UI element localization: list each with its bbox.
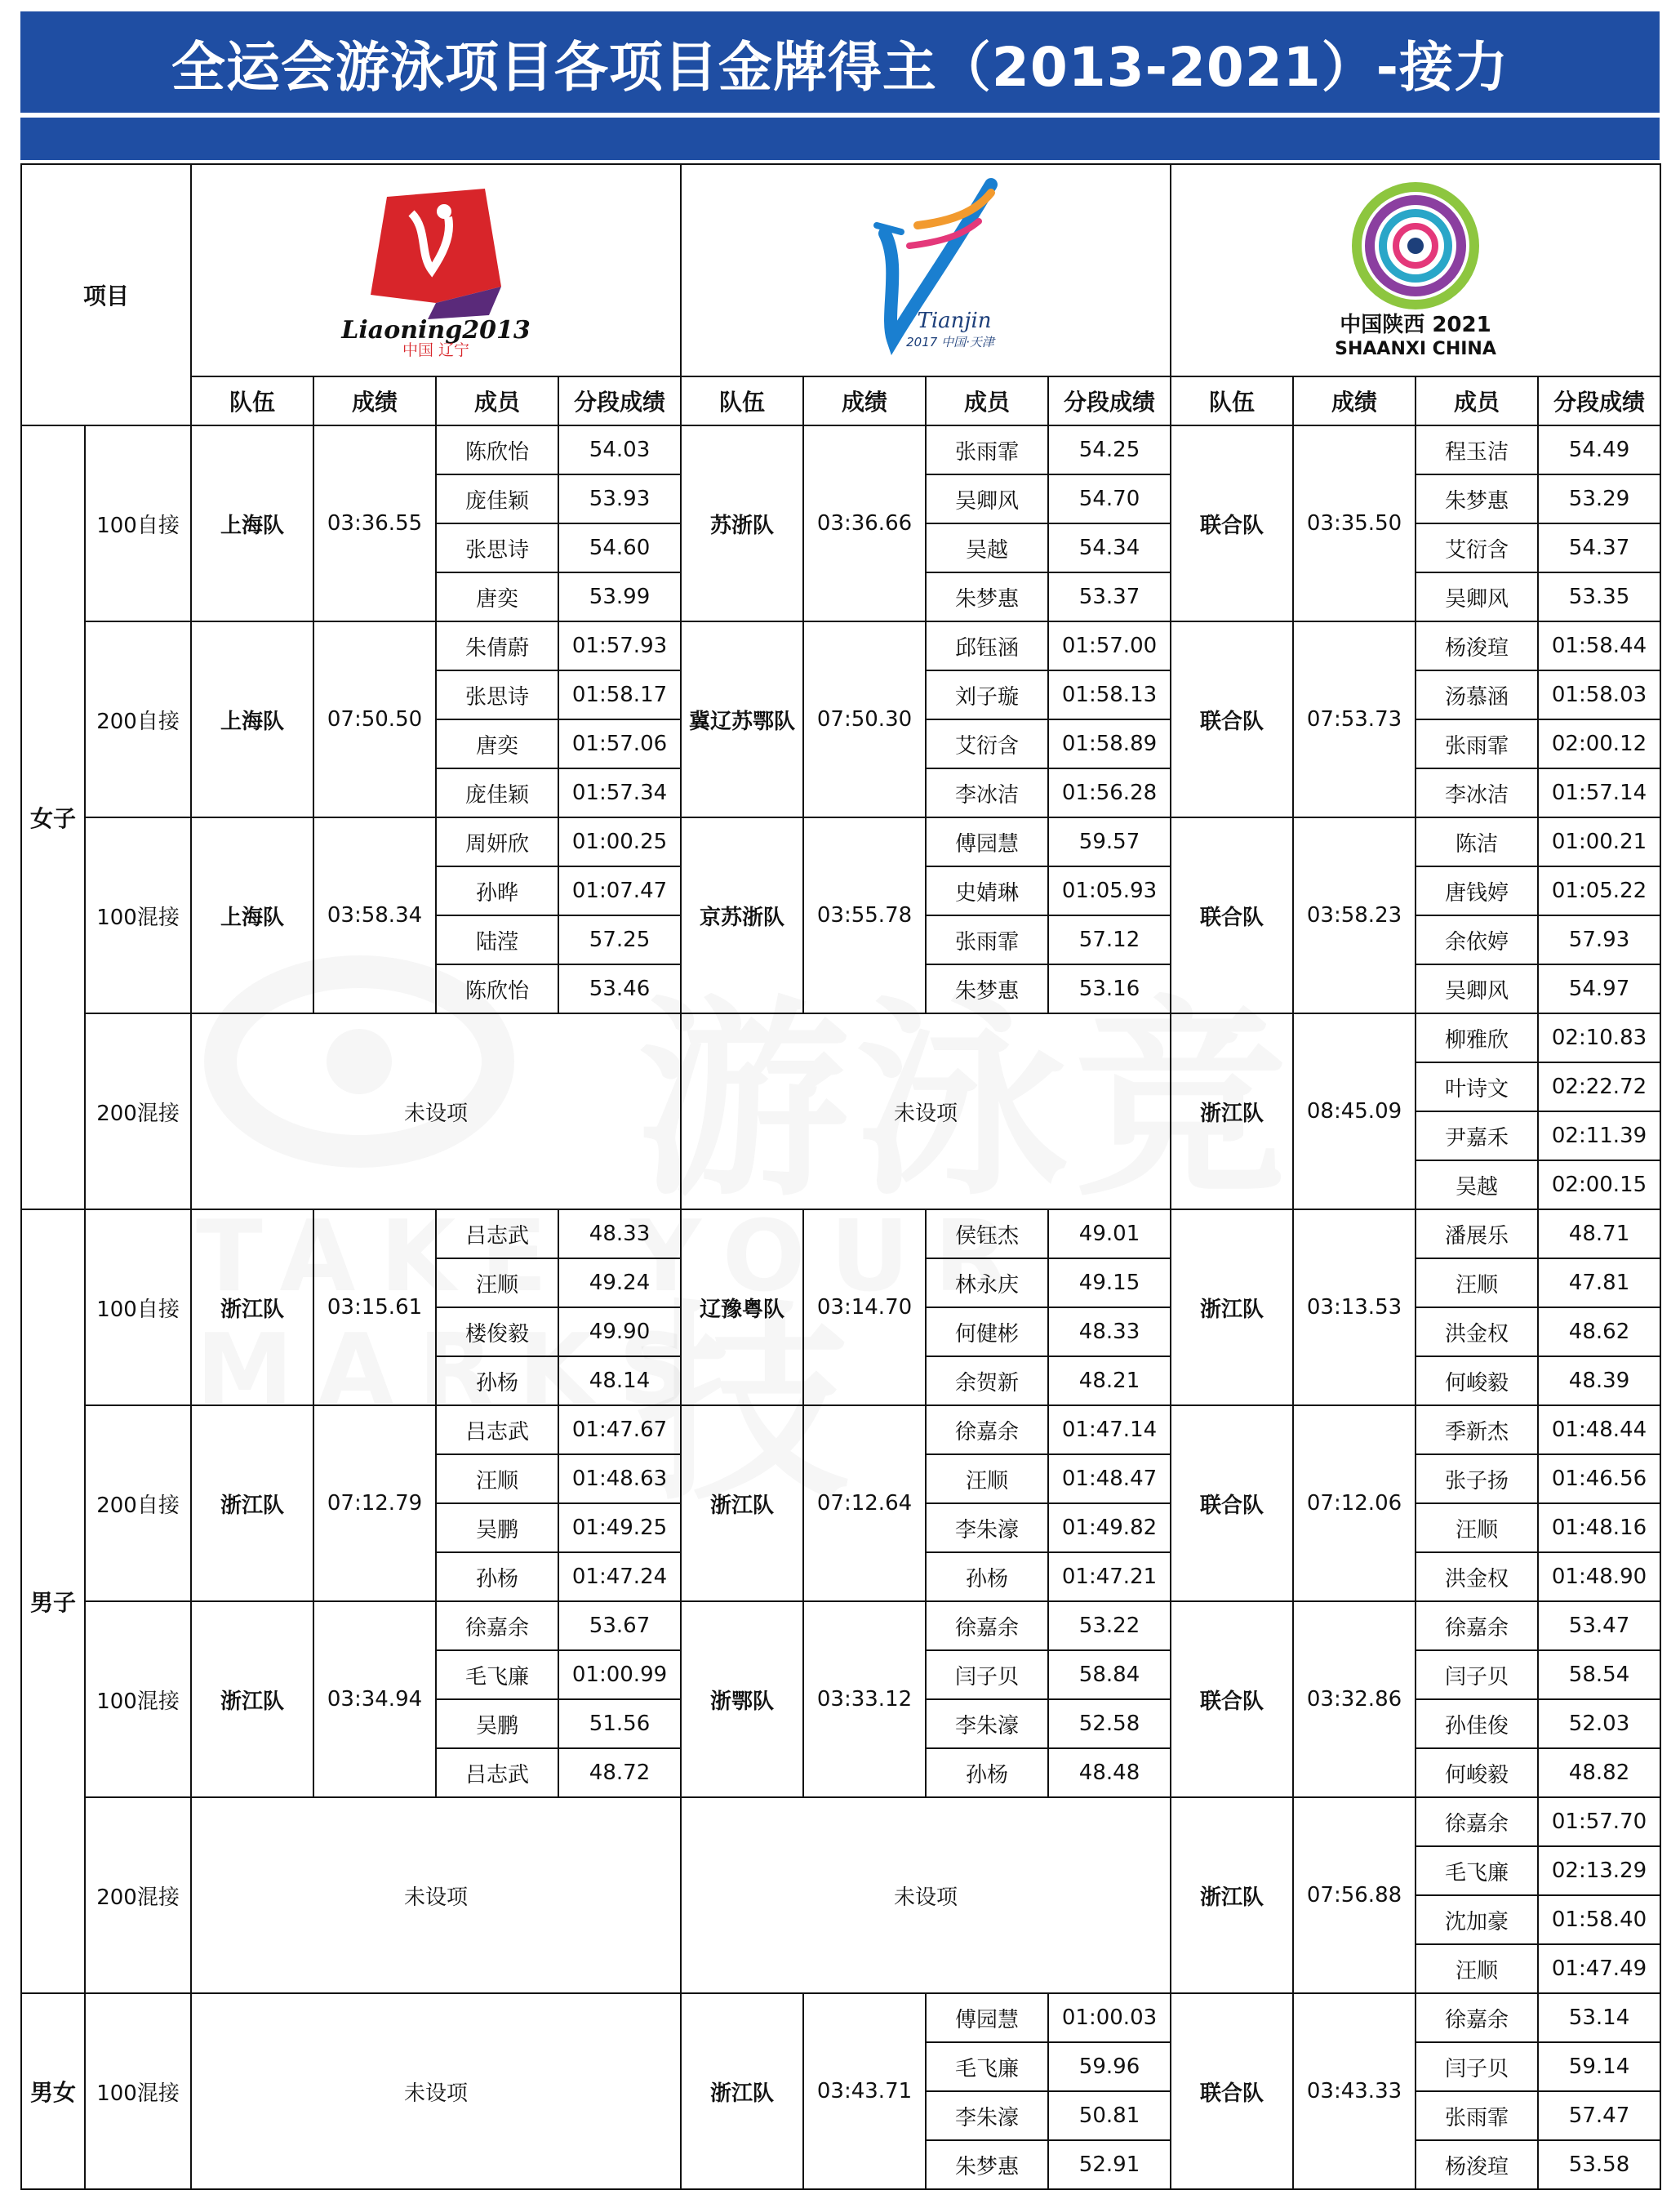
team-name: 联合队 (1171, 425, 1293, 621)
event-name: 100混接 (85, 1993, 191, 2189)
member-name: 余依婷 (1416, 915, 1538, 964)
relay-time: 03:36.55 (313, 425, 436, 621)
not-held-cell: 未设项 (191, 1993, 681, 2189)
member-name: 洪金权 (1416, 1552, 1538, 1601)
split-time: 59.57 (1048, 817, 1171, 866)
relay-time: 07:12.79 (313, 1405, 436, 1601)
member-name: 杨浚瑄 (1416, 621, 1538, 670)
member-name: 艾衍含 (1416, 523, 1538, 572)
split-time: 01:48.44 (1538, 1405, 1660, 1454)
team-name: 浙江队 (1171, 1013, 1293, 1209)
col-member-2017: 成员 (926, 376, 1048, 425)
liaoning-2013-logo-icon (338, 180, 534, 360)
relay-time: 03:55.78 (803, 817, 926, 1013)
split-time: 01:58.89 (1048, 719, 1171, 768)
member-name: 张雨霏 (1416, 2091, 1538, 2140)
svg-text:Liaoning2013: Liaoning2013 (341, 316, 531, 345)
member-name: 吕志武 (436, 1209, 558, 1258)
member-name: 孙晔 (436, 866, 558, 915)
col-split-2017: 分段成绩 (1048, 376, 1171, 425)
split-time: 53.58 (1538, 2140, 1660, 2189)
member-name: 史婧琳 (926, 866, 1048, 915)
member-name: 陈欣怡 (436, 964, 558, 1013)
team-name: 冀辽苏鄂队 (681, 621, 803, 817)
member-name: 徐嘉余 (436, 1601, 558, 1650)
split-time: 49.90 (558, 1307, 681, 1356)
team-name: 上海队 (191, 425, 313, 621)
gender-label-women: 女子 (21, 425, 85, 1209)
split-time: 01:56.28 (1048, 768, 1171, 817)
member-name: 李朱濠 (926, 1503, 1048, 1552)
member-name: 孙杨 (436, 1356, 558, 1405)
member-name: 张雨霏 (1416, 719, 1538, 768)
table-row (21, 1601, 1660, 1650)
member-name: 周妍欣 (436, 817, 558, 866)
member-name: 柳雅欣 (1416, 1013, 1538, 1062)
split-time: 01:58.13 (1048, 670, 1171, 719)
member-name: 孙佳俊 (1416, 1699, 1538, 1748)
table-row (21, 1993, 1660, 2042)
split-time: 53.46 (558, 964, 681, 1013)
split-time: 01:47.49 (1538, 1944, 1660, 1993)
split-time: 01:58.17 (558, 670, 681, 719)
title-banner (20, 11, 1660, 113)
split-time: 48.33 (558, 1209, 681, 1258)
split-time: 01:47.24 (558, 1552, 681, 1601)
split-time: 48.62 (1538, 1307, 1660, 1356)
not-held-cell: 未设项 (681, 1797, 1171, 1993)
member-name: 余贺新 (926, 1356, 1048, 1405)
member-name: 陈洁 (1416, 817, 1538, 866)
split-time: 01:47.14 (1048, 1405, 1171, 1454)
split-time: 53.37 (1048, 572, 1171, 621)
split-time: 53.14 (1538, 1993, 1660, 2042)
split-time: 49.15 (1048, 1258, 1171, 1307)
table-row (21, 1797, 1660, 1846)
member-name: 徐嘉余 (1416, 1601, 1538, 1650)
col-time-2013: 成绩 (313, 376, 436, 425)
col-member-2013: 成员 (436, 376, 558, 425)
member-name: 楼俊毅 (436, 1307, 558, 1356)
split-time: 48.21 (1048, 1356, 1171, 1405)
event-name: 200自接 (85, 621, 191, 817)
member-name: 汪顺 (436, 1454, 558, 1503)
member-name: 徐嘉余 (926, 1601, 1048, 1650)
member-name: 吴越 (926, 523, 1048, 572)
split-time: 53.16 (1048, 964, 1171, 1013)
split-time: 53.67 (558, 1601, 681, 1650)
table-body (21, 425, 1660, 2189)
relay-time: 03:15.61 (313, 1209, 436, 1405)
team-name: 联合队 (1171, 1993, 1293, 2189)
member-name: 叶诗文 (1416, 1062, 1538, 1111)
member-name: 李朱濠 (926, 1699, 1048, 1748)
member-name: 闫子贝 (1416, 1650, 1538, 1699)
relay-time: 03:35.50 (1293, 425, 1416, 621)
member-name: 沈加豪 (1416, 1895, 1538, 1944)
team-name: 浙鄂队 (681, 1601, 803, 1797)
svg-text:Tianjin: Tianjin (917, 309, 992, 333)
member-name: 吴卿风 (926, 474, 1048, 523)
team-name: 联合队 (1171, 621, 1293, 817)
split-time: 01:57.93 (558, 621, 681, 670)
shaanxi-2021-logo-icon (1309, 176, 1522, 364)
split-time: 54.60 (558, 523, 681, 572)
svg-text:中国陕西 2021: 中国陕西 2021 (1340, 313, 1491, 337)
member-name: 唐奕 (436, 572, 558, 621)
split-time: 01:57.34 (558, 768, 681, 817)
relay-time: 03:58.34 (313, 817, 436, 1013)
member-name: 刘子璇 (926, 670, 1048, 719)
member-name: 侯钰杰 (926, 1209, 1048, 1258)
not-held-cell: 未设项 (191, 1797, 681, 1993)
not-held-cell: 未设项 (191, 1013, 681, 1209)
gender-label-mixed: 男女 (21, 1993, 85, 2189)
title-sub-bar (20, 118, 1660, 160)
relay-time: 08:45.09 (1293, 1013, 1416, 1209)
member-name: 徐嘉余 (1416, 1797, 1538, 1846)
col-team-2021: 队伍 (1171, 376, 1293, 425)
split-time: 01:57.06 (558, 719, 681, 768)
tianjin-2017-logo-icon (828, 176, 1024, 364)
member-name: 庞佳颖 (436, 768, 558, 817)
table-row (21, 1013, 1660, 1062)
split-time: 50.81 (1048, 2091, 1171, 2140)
relay-time: 07:56.88 (1293, 1797, 1416, 1993)
col-member-2021: 成员 (1416, 376, 1538, 425)
split-time: 48.33 (1048, 1307, 1171, 1356)
member-name: 林永庆 (926, 1258, 1048, 1307)
split-time: 52.58 (1048, 1699, 1171, 1748)
split-time: 01:00.25 (558, 817, 681, 866)
split-time: 01:47.67 (558, 1405, 681, 1454)
split-time: 53.93 (558, 474, 681, 523)
member-name: 朱倩蔚 (436, 621, 558, 670)
team-name: 上海队 (191, 621, 313, 817)
member-name: 唐钱婷 (1416, 866, 1538, 915)
split-time: 01:48.63 (558, 1454, 681, 1503)
split-time: 02:11.39 (1538, 1111, 1660, 1160)
team-name: 联合队 (1171, 1601, 1293, 1797)
member-name: 张思诗 (436, 670, 558, 719)
split-time: 47.81 (1538, 1258, 1660, 1307)
split-time: 01:57.00 (1048, 621, 1171, 670)
split-time: 01:58.44 (1538, 621, 1660, 670)
split-time: 57.93 (1538, 915, 1660, 964)
relay-time: 03:13.53 (1293, 1209, 1416, 1405)
member-name: 何峻毅 (1416, 1356, 1538, 1405)
event-name: 100混接 (85, 817, 191, 1013)
member-name: 汪顺 (1416, 1258, 1538, 1307)
split-time: 01:00.21 (1538, 817, 1660, 866)
member-name: 汪顺 (436, 1258, 558, 1307)
relay-time: 07:50.50 (313, 621, 436, 817)
member-name: 吴卿风 (1416, 964, 1538, 1013)
page-title: 全运会游泳项目各项目金牌得主（2013-2021）-接力 (171, 35, 1509, 99)
team-name: 苏浙队 (681, 425, 803, 621)
member-name: 唐奕 (436, 719, 558, 768)
member-name: 傅园慧 (926, 817, 1048, 866)
member-name: 汤慕涵 (1416, 670, 1538, 719)
split-time: 52.91 (1048, 2140, 1171, 2189)
team-name: 浙江队 (1171, 1209, 1293, 1405)
relay-time: 03:43.71 (803, 1993, 926, 2189)
split-time: 01:05.22 (1538, 866, 1660, 915)
split-time: 48.39 (1538, 1356, 1660, 1405)
team-name: 联合队 (1171, 1405, 1293, 1601)
games-2021-logo-cell (1171, 164, 1660, 376)
relay-time: 07:12.06 (1293, 1405, 1416, 1601)
member-name: 孙杨 (926, 1748, 1048, 1797)
table-row (21, 817, 1660, 866)
games-2013-logo-cell (191, 164, 681, 376)
member-name: 徐嘉余 (1416, 1993, 1538, 2042)
split-time: 54.25 (1048, 425, 1171, 474)
results-table (20, 163, 1661, 2190)
split-time: 48.48 (1048, 1748, 1171, 1797)
col-split-2021: 分段成绩 (1538, 376, 1660, 425)
split-time: 53.29 (1538, 474, 1660, 523)
member-name: 闫子贝 (926, 1650, 1048, 1699)
svg-text:SHAANXI CHINA: SHAANXI CHINA (1335, 339, 1496, 359)
col-team-2017: 队伍 (681, 376, 803, 425)
member-name: 朱梦惠 (1416, 474, 1538, 523)
relay-time: 07:50.30 (803, 621, 926, 817)
split-time: 02:13.29 (1538, 1846, 1660, 1895)
split-time: 48.82 (1538, 1748, 1660, 1797)
member-name: 闫子贝 (1416, 2042, 1538, 2091)
table-row (21, 1405, 1660, 1454)
member-name: 张雨霏 (926, 425, 1048, 474)
event-name: 200自接 (85, 1405, 191, 1601)
member-name: 何健彬 (926, 1307, 1048, 1356)
member-name: 孙杨 (436, 1552, 558, 1601)
member-name: 徐嘉余 (926, 1405, 1048, 1454)
split-time: 52.03 (1538, 1699, 1660, 1748)
split-time: 51.56 (558, 1699, 681, 1748)
col-team-2013: 队伍 (191, 376, 313, 425)
member-name: 潘展乐 (1416, 1209, 1538, 1258)
member-name: 汪顺 (1416, 1503, 1538, 1552)
member-name: 朱梦惠 (926, 572, 1048, 621)
member-name: 季新杰 (1416, 1405, 1538, 1454)
split-time: 01:49.82 (1048, 1503, 1171, 1552)
table-row (21, 621, 1660, 670)
member-name: 杨浚瑄 (1416, 2140, 1538, 2189)
member-name: 李冰洁 (1416, 768, 1538, 817)
split-time: 53.35 (1538, 572, 1660, 621)
table-row (21, 425, 1660, 474)
team-name: 浙江队 (191, 1209, 313, 1405)
member-name: 张子扬 (1416, 1454, 1538, 1503)
split-time: 59.14 (1538, 2042, 1660, 2091)
col-split-2013: 分段成绩 (558, 376, 681, 425)
relay-time: 03:32.86 (1293, 1601, 1416, 1797)
relay-time: 03:43.33 (1293, 1993, 1416, 2189)
team-name: 上海队 (191, 817, 313, 1013)
member-name: 何峻毅 (1416, 1748, 1538, 1797)
split-time: 01:48.47 (1048, 1454, 1171, 1503)
col-time-2017: 成绩 (803, 376, 926, 425)
split-time: 01:47.21 (1048, 1552, 1171, 1601)
member-name: 朱梦惠 (926, 2140, 1048, 2189)
not-held-cell: 未设项 (681, 1013, 1171, 1209)
split-time: 54.37 (1538, 523, 1660, 572)
split-time: 48.71 (1538, 1209, 1660, 1258)
member-name: 毛飞廉 (926, 2042, 1048, 2091)
team-name: 浙江队 (681, 1993, 803, 2189)
split-time: 02:00.12 (1538, 719, 1660, 768)
split-time: 57.25 (558, 915, 681, 964)
split-time: 54.97 (1538, 964, 1660, 1013)
split-time: 49.24 (558, 1258, 681, 1307)
split-time: 01:00.99 (558, 1650, 681, 1699)
member-name: 洪金权 (1416, 1307, 1538, 1356)
split-time: 01:48.16 (1538, 1503, 1660, 1552)
split-time: 02:00.15 (1538, 1160, 1660, 1209)
member-name: 吴鹏 (436, 1699, 558, 1748)
event-name: 100自接 (85, 1209, 191, 1405)
member-name: 毛飞廉 (436, 1650, 558, 1699)
team-name: 浙江队 (681, 1405, 803, 1601)
member-name: 傅园慧 (926, 1993, 1048, 2042)
svg-text:2017 中国·天津: 2017 中国·天津 (906, 335, 994, 349)
split-time: 57.47 (1538, 2091, 1660, 2140)
member-name: 陈欣怡 (436, 425, 558, 474)
event-name: 200混接 (85, 1797, 191, 1993)
member-name: 艾衍含 (926, 719, 1048, 768)
member-name: 李冰洁 (926, 768, 1048, 817)
team-name: 浙江队 (191, 1601, 313, 1797)
relay-time: 03:58.23 (1293, 817, 1416, 1013)
split-time: 59.96 (1048, 2042, 1171, 2091)
split-time: 01:58.03 (1538, 670, 1660, 719)
relay-time: 03:34.94 (313, 1601, 436, 1797)
member-name: 张思诗 (436, 523, 558, 572)
logo-row (21, 164, 1660, 376)
team-name: 浙江队 (191, 1405, 313, 1601)
member-name: 吴越 (1416, 1160, 1538, 1209)
member-name: 汪顺 (1416, 1944, 1538, 1993)
relay-time: 03:14.70 (803, 1209, 926, 1405)
member-name: 陆滢 (436, 915, 558, 964)
split-time: 01:05.93 (1048, 866, 1171, 915)
col-time-2021: 成绩 (1293, 376, 1416, 425)
split-time: 54.03 (558, 425, 681, 474)
member-name: 毛飞廉 (1416, 1846, 1538, 1895)
split-time: 01:00.03 (1048, 1993, 1171, 2042)
member-name: 尹嘉禾 (1416, 1111, 1538, 1160)
member-name: 程玉洁 (1416, 425, 1538, 474)
split-time: 01:57.70 (1538, 1797, 1660, 1846)
split-time: 53.22 (1048, 1601, 1171, 1650)
gender-label-men: 男子 (21, 1209, 85, 1993)
split-time: 54.49 (1538, 425, 1660, 474)
column-header-row (21, 376, 1660, 425)
member-name: 吴卿风 (1416, 572, 1538, 621)
member-name: 吕志武 (436, 1748, 558, 1797)
split-time: 49.01 (1048, 1209, 1171, 1258)
relay-time: 03:33.12 (803, 1601, 926, 1797)
member-name: 吕志武 (436, 1405, 558, 1454)
member-name: 孙杨 (926, 1552, 1048, 1601)
event-name: 100混接 (85, 1601, 191, 1797)
split-time: 48.72 (558, 1748, 681, 1797)
member-name: 朱梦惠 (926, 964, 1048, 1013)
member-name: 庞佳颖 (436, 474, 558, 523)
split-time: 01:58.40 (1538, 1895, 1660, 1944)
split-time: 01:48.90 (1538, 1552, 1660, 1601)
event-name: 200混接 (85, 1013, 191, 1209)
split-time: 57.12 (1048, 915, 1171, 964)
relay-time: 03:36.66 (803, 425, 926, 621)
member-name: 张雨霏 (926, 915, 1048, 964)
member-name: 汪顺 (926, 1454, 1048, 1503)
split-time: 01:57.14 (1538, 768, 1660, 817)
split-time: 54.70 (1048, 474, 1171, 523)
split-time: 01:46.56 (1538, 1454, 1660, 1503)
split-time: 01:49.25 (558, 1503, 681, 1552)
split-time: 58.54 (1538, 1650, 1660, 1699)
team-name: 辽豫粤队 (681, 1209, 803, 1405)
relay-time: 07:53.73 (1293, 621, 1416, 817)
split-time: 53.99 (558, 572, 681, 621)
team-name: 浙江队 (1171, 1797, 1293, 1993)
event-name: 100自接 (85, 425, 191, 621)
team-name: 联合队 (1171, 817, 1293, 1013)
games-2017-logo-cell (681, 164, 1171, 376)
svg-text:中国 辽宁: 中国 辽宁 (402, 341, 470, 359)
relay-time: 07:12.64 (803, 1405, 926, 1601)
member-name: 吴鹏 (436, 1503, 558, 1552)
split-time: 58.84 (1048, 1650, 1171, 1699)
team-name: 京苏浙队 (681, 817, 803, 1013)
split-time: 01:07.47 (558, 866, 681, 915)
split-time: 02:22.72 (1538, 1062, 1660, 1111)
table-row (21, 1209, 1660, 1258)
member-name: 邱钰涵 (926, 621, 1048, 670)
split-time: 48.14 (558, 1356, 681, 1405)
split-time: 02:10.83 (1538, 1013, 1660, 1062)
member-name: 李朱濠 (926, 2091, 1048, 2140)
split-time: 53.47 (1538, 1601, 1660, 1650)
split-time: 54.34 (1048, 523, 1171, 572)
event-header: 项目 (21, 164, 191, 425)
